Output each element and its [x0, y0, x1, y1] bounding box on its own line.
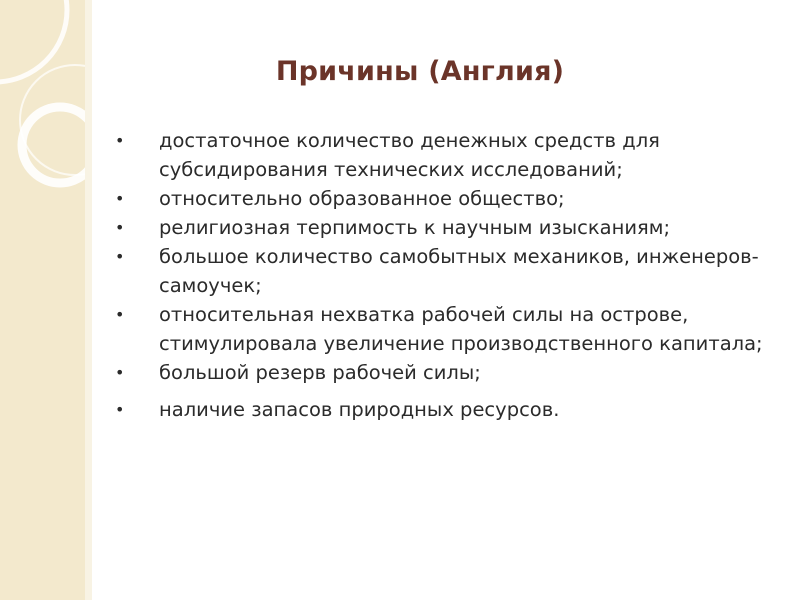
- list-item-text: [159, 300, 763, 358]
- bullet-icon: •: [115, 218, 125, 237]
- bullet-icon: •: [115, 131, 125, 150]
- list-item-text-1: относительно образованное общество;: [159, 187, 565, 210]
- list-item: [113, 395, 763, 424]
- list-item: [113, 358, 763, 387]
- list-item: [113, 300, 763, 358]
- list-item-text: [159, 213, 763, 242]
- list-item-text: [159, 358, 763, 387]
- list-item-text-4: относительная нехватка рабочей силы на острове, стимулировала увеличение производственного капитала;: [159, 303, 763, 355]
- list-item-text-0: достаточное количество денежных средств для субсидирования технических исследований;: [159, 129, 660, 181]
- list-item: [113, 213, 763, 242]
- list-item: [113, 242, 763, 300]
- side-divider: [85, 0, 92, 600]
- list-item-text: [159, 242, 763, 300]
- list-item-text-5: большой резерв рабочей силы;: [159, 361, 481, 384]
- decorative-side-panel: [0, 0, 85, 600]
- list-item-text: [159, 395, 763, 424]
- bullet-icon: •: [115, 305, 125, 324]
- list-item-text: [159, 184, 763, 213]
- slide-title: Причины (Англия): [275, 56, 565, 87]
- bullet-icon: •: [115, 189, 125, 208]
- bullet-icon: •: [115, 247, 125, 266]
- list-item-text: [159, 126, 763, 184]
- bullet-list: [113, 126, 763, 424]
- list-item-text-3: большое количество самобытных механиков, инженеров-самоучек;: [159, 245, 759, 297]
- list-item-text-6: наличие запасов природных ресурсов.: [159, 398, 560, 421]
- list-item: [113, 126, 763, 184]
- bullet-icon: •: [115, 400, 125, 419]
- list-item: [113, 184, 763, 213]
- decorative-circles: [0, 0, 85, 600]
- bullet-icon: •: [115, 363, 125, 382]
- list-item-text-2: религиозная терпимость к научным изысканиям;: [159, 216, 671, 239]
